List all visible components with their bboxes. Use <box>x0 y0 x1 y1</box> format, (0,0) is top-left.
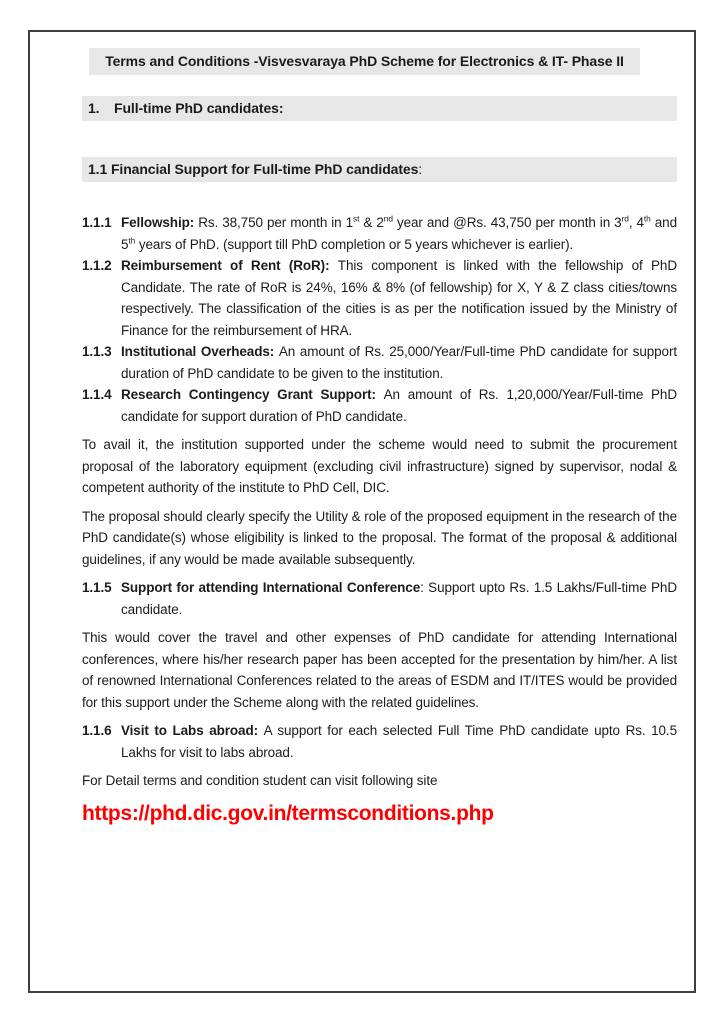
item-text: Visit to Labs abroad: A support for each selected Full Time PhD candidate upto Rs. 10.5 Lakhs for visit to labs abroad. <box>121 723 677 760</box>
list-item-labs-abroad <box>82 720 677 763</box>
subsection-heading <box>82 157 677 182</box>
item-number: 1.1.5 <box>82 580 112 595</box>
item-number: 1.1.3 <box>82 344 112 359</box>
detail-note: For Detail terms and condition student can visit following site <box>82 773 438 788</box>
section-heading <box>82 96 677 121</box>
item-number: 1.1.6 <box>82 723 112 738</box>
item-number: 1.1.4 <box>82 387 112 402</box>
list-item-fellowship <box>82 212 677 255</box>
section-number: 1. <box>88 100 100 116</box>
paragraph-procurement: To avail it, the institution supported under the scheme would need to submit the procurement proposal of the laboratory equipment (excluding civil infrastructure) signed by supervisor, nodal & competent authority of the institute to PhD Cell, DIC. <box>82 437 677 495</box>
document-content <box>82 48 677 827</box>
list-item-research-contingency <box>82 384 677 427</box>
section-label: Full-time PhD candidates: <box>114 100 284 116</box>
item-text: Support for attending International Conference: Support upto Rs. 1.5 Lakhs/Full-time PhD candidate. <box>121 580 677 617</box>
terms-conditions-link[interactable]: https://phd.dic.gov.in/termsconditions.php <box>82 801 494 825</box>
list-item-rent-reimbursement <box>82 255 677 341</box>
item-text: Institutional Overheads: An amount of Rs. 25,000/Year/Full-time PhD candidate for support duration of PhD candidate to be given to the institution. <box>121 344 677 381</box>
list-item-conference-support <box>82 577 677 620</box>
list-item-institutional-overheads <box>82 341 677 384</box>
paragraph-conference: This would cover the travel and other expenses of PhD candidate for attending International conferences, where his/her research paper has been accepted for the presentation by him/her. A list of renowned International Conferences related to the areas of ESDM and IT/ITES would be provided for this support under the Scheme along with the related guidelines. <box>82 630 677 710</box>
document-title-bar <box>89 48 640 75</box>
paragraph-proposal: The proposal should clearly specify the Utility & role of the proposed equipment in the research of the PhD candidate(s) whose eligibility is linked to the proposal. The format of the proposal & additional guidelines, if any would be made available subsequently. <box>82 508 677 567</box>
item-text: Reimbursement of Rent (RoR): This component is linked with the fellowship of PhD Candidate. The rate of RoR is 24%, 16% & 8% (of fellowship) for X, Y & Z class cities/towns respectively. The classification of the cities is as per the notification issued by the Ministry of Finance for the reimbursement of HRA. <box>121 258 677 338</box>
item-text: Fellowship: Rs. 38,750 per month in 1st & 2nd year and @Rs. 43,750 per month in 3rd, 4th and 5th years of PhD. (support till PhD completion or 5 years whichever is earlier). <box>121 213 677 252</box>
document-title: Terms and Conditions -Visvesvaraya PhD Scheme for Electronics & IT- Phase II <box>105 53 624 69</box>
item-number: 1.1.2 <box>82 258 112 273</box>
item-text: Research Contingency Grant Support: An amount of Rs. 1,20,000/Year/Full-time PhD candidate for support duration of PhD candidate. <box>121 387 677 424</box>
subsection-label: 1.1 Financial Support for Full-time PhD candidates <box>88 161 419 177</box>
item-number: 1.1.1 <box>82 215 112 230</box>
subsection-label-tail: : <box>418 161 423 177</box>
